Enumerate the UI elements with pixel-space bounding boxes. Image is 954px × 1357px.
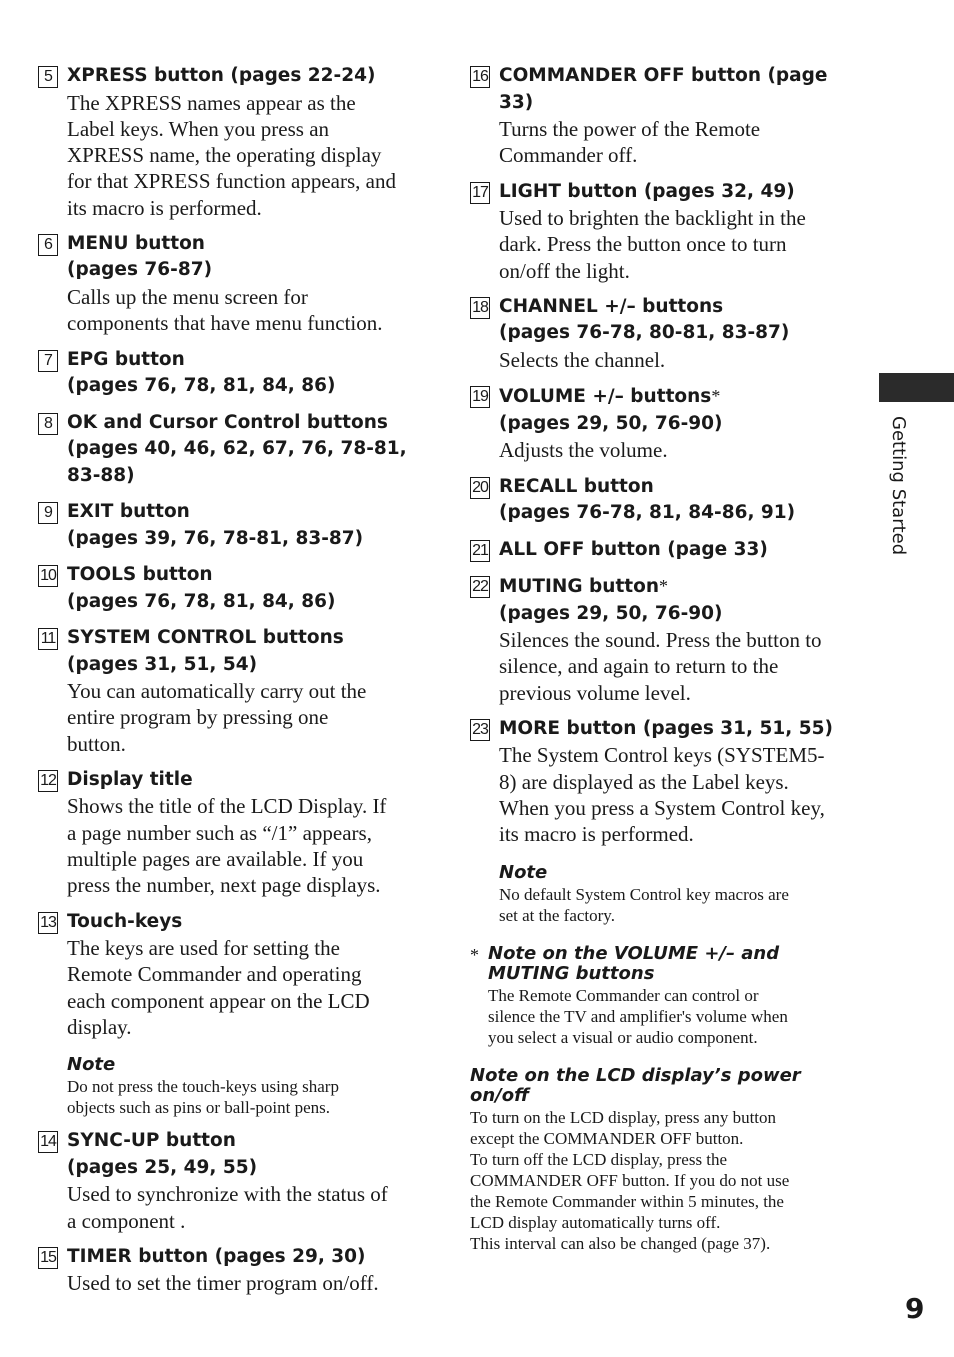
item-description: The System Control keys (SYSTEM5- 8) are displayed as the Label keys. When you press a System Control key, its macro is performed. (499, 743, 825, 847)
item-number: 19 (470, 386, 490, 408)
item-number: 13 (38, 912, 58, 934)
item-9 (38, 499, 430, 552)
note-body: No default System Control key macros are set at the factory. (499, 884, 789, 925)
item-17 (470, 179, 865, 284)
right-column (470, 63, 865, 1254)
footnote-body: The Remote Commander can control or silence the TV and amplifier's volume when you select a visual or audio component. (488, 985, 788, 1047)
item-heading: TOOLS button (pages 76, 78, 81, 84, 86) (67, 564, 336, 612)
item-number: 11 (38, 628, 58, 650)
item-number: 6 (38, 234, 58, 256)
item-heading: ALL OFF button (page 33) (499, 538, 768, 560)
item-heading: Touch-keys (67, 910, 183, 932)
item-description: Used to synchronize with the status of a component . (67, 1182, 388, 1233)
item-number: 8 (38, 413, 58, 435)
item-18 (470, 294, 865, 373)
section-tab-marker (879, 373, 954, 402)
item-heading: EXIT button (pages 39, 76, 78-81, 83-87) (67, 501, 364, 549)
item-heading (499, 573, 865, 601)
asterisk-marker: * (711, 386, 721, 407)
item-description: Used to brighten the backlight in the dark. Press the button once to turn on/off the light. (499, 206, 806, 283)
item-number: 7 (38, 350, 58, 372)
item-number: 22 (470, 576, 490, 598)
item-heading: MORE button (pages 31, 51, 55) (499, 717, 833, 739)
footnote-title: Note on the VOLUME +/– and MUTING buttons (488, 942, 780, 985)
note-block (67, 1054, 430, 1118)
item-description: The XPRESS names appear as the Label keys. When you press an XPRESS name, the operating display for that XPRESS function appears, and its macro is performed. (67, 90, 396, 220)
lcd-note-title: Note on the LCD display’s power on/off (470, 1064, 801, 1107)
item-heading: OK and Cursor Control buttons (pages 40, 46, 62, 67, 76, 78-81, 83-88) (67, 411, 407, 486)
left-column (38, 63, 430, 1307)
item-description: Shows the title of the LCD Display. If a page number such as “/1” appears, multiple pages are available. If you press the number, next page displays. (67, 794, 387, 898)
item-description: Selects the channel. (499, 347, 666, 372)
item-number: 21 (470, 540, 490, 562)
item-number: 14 (38, 1131, 58, 1153)
lcd-note-body: To turn on the LCD display, press any button except the COMMANDER OFF button. To turn off the LCD display, press the COMMANDER OFF button. If you do not use the Remote Commander within 5 minutes, the LCD display automatically turns off. This interval can also be changed (page 37). (470, 1107, 790, 1253)
item-number: 20 (470, 477, 490, 499)
item-description: Turns the power of the Remote Commander off. (499, 117, 761, 168)
item-description: Adjusts the volume. (499, 438, 668, 463)
item-22 (470, 573, 865, 706)
item-heading: MENU button (pages 76-87) (67, 232, 213, 281)
note-title: Note (67, 1054, 116, 1076)
item-description: Silences the sound. Press the button to silence, and again to return to the previous volume level. (499, 628, 822, 705)
item-14 (38, 1128, 430, 1234)
item-5 (38, 63, 430, 221)
item-number: 23 (470, 719, 490, 741)
item-16 (470, 63, 865, 169)
item-heading: XPRESS button (pages 22-24) (67, 65, 376, 86)
item-heading: LIGHT button (pages 32, 49) (499, 180, 795, 202)
item-19 (470, 383, 865, 463)
item-12 (38, 767, 430, 899)
item-number: 5 (38, 66, 58, 88)
item-description: You can automatically carry out the entire program by pressing one button. (67, 679, 367, 756)
item-number: 16 (470, 66, 490, 88)
item-description: The keys are used for setting the Remote Commander and operating each component appear on the LCD display. (67, 936, 370, 1040)
item-heading: COMMANDER OFF button (page 33) (499, 65, 828, 113)
item-8 (38, 410, 430, 490)
item-heading: RECALL button (pages 76-78, 81, 84-86, 91) (499, 475, 796, 524)
item-23 (470, 716, 865, 926)
item-heading: SYSTEM CONTROL buttons (pages 31, 51, 54) (67, 627, 344, 675)
note-block (499, 862, 865, 926)
volume-muting-footnote (470, 944, 865, 1048)
item-number: 12 (38, 770, 58, 792)
item-number: 18 (470, 297, 490, 319)
item-heading-text: MUTING button (499, 576, 660, 598)
item-13 (38, 909, 430, 1119)
page-number: 9 (905, 1292, 925, 1325)
item-heading: EPG button (pages 76, 78, 81, 84, 86) (67, 348, 336, 397)
item-number: 10 (38, 565, 58, 587)
item-21 (470, 537, 865, 564)
item-heading: TIMER button (pages 29, 30) (67, 1245, 366, 1267)
item-heading: CHANNEL +/– buttons (pages 76-78, 80-81, 83-87) (499, 295, 790, 344)
item-heading: Display title (67, 768, 193, 790)
item-heading-text: VOLUME +/– buttons (499, 386, 712, 408)
item-6 (38, 231, 430, 337)
lcd-power-note (470, 1066, 865, 1254)
item-heading-pages: (pages 29, 50, 76-90) (499, 412, 723, 434)
section-side-label: Getting Started (888, 416, 909, 556)
note-title: Note (499, 861, 548, 883)
item-number: 15 (38, 1247, 58, 1269)
item-10 (38, 562, 430, 615)
item-15 (38, 1244, 430, 1297)
item-description: Calls up the menu screen for components that have menu function. (67, 284, 383, 336)
item-number: 17 (470, 182, 490, 204)
asterisk-marker: * (659, 576, 669, 597)
item-11 (38, 625, 430, 757)
item-heading (499, 383, 865, 411)
item-heading: SYNC-UP button (pages 25, 49, 55) (67, 1130, 258, 1178)
note-body: Do not press the touch-keys using sharp objects such as pins or ball-point pens. (67, 1077, 339, 1118)
item-7 (38, 347, 430, 400)
asterisk-marker: * (470, 944, 479, 965)
item-number: 9 (38, 502, 58, 524)
item-heading-pages: (pages 29, 50, 76-90) (499, 602, 723, 624)
item-20 (470, 474, 865, 527)
item-description: Used to set the timer program on/off. (67, 1271, 379, 1296)
